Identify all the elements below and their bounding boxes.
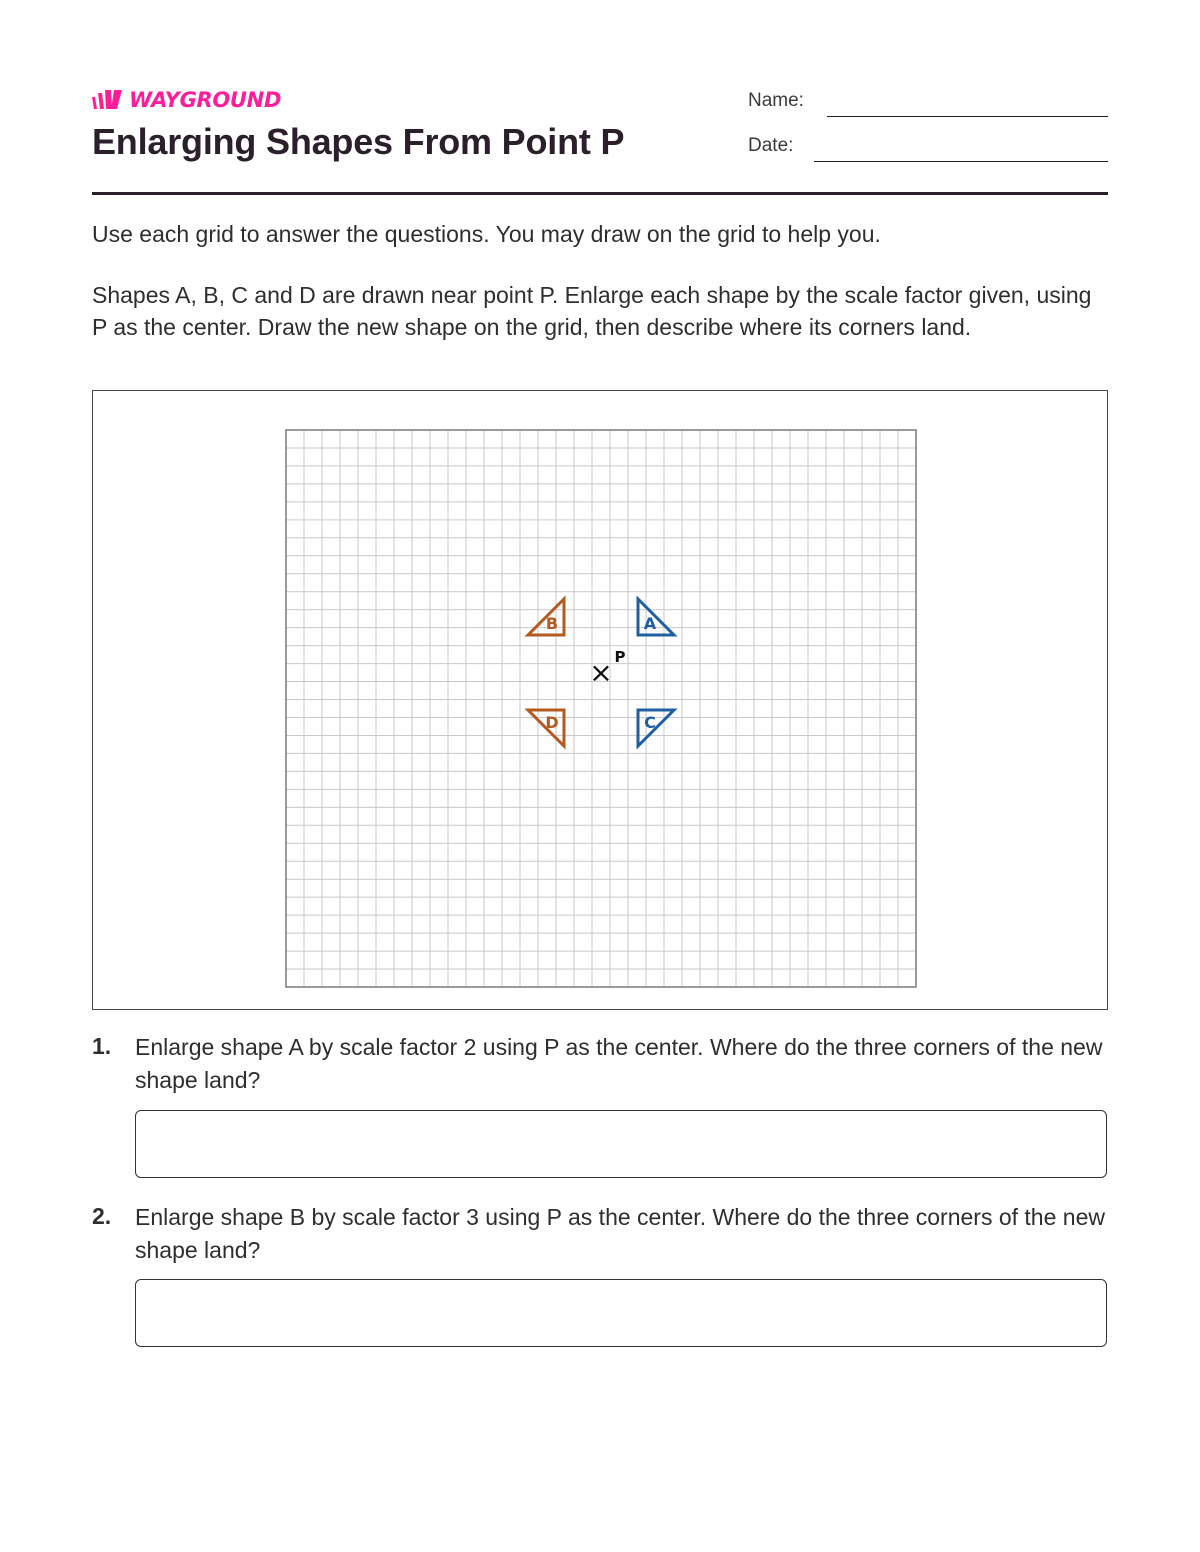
- question-2-number: 2.: [92, 1203, 112, 1229]
- page-title: Enlarging Shapes From Point P: [92, 121, 625, 162]
- name-field[interactable]: [827, 116, 1108, 117]
- date-field[interactable]: [814, 161, 1108, 162]
- brand-logo: [92, 88, 281, 112]
- shape-a-label: A: [643, 614, 657, 633]
- question-1-number: 1.: [92, 1033, 112, 1059]
- date-label: Date:: [748, 135, 794, 156]
- instruction-task: Shapes A, B, C and D are drawn near point P. Enlarge each shape by the scale factor given, using P as the center. Draw the new shape on the grid, then describe where its corners land.: [92, 282, 1092, 340]
- shape-c-label: C: [644, 713, 656, 732]
- instruction-general: Use each grid to answer the questions. You may draw on the grid to help you.: [92, 221, 881, 247]
- grid-border: [286, 430, 916, 987]
- question-2-answer-box[interactable]: [135, 1279, 1107, 1347]
- question-1-answer-box[interactable]: [135, 1110, 1107, 1178]
- shape-b-label: B: [545, 614, 559, 633]
- wayground-logo-icon: [92, 89, 126, 111]
- header-divider: [92, 192, 1108, 195]
- shape-d-label: D: [545, 713, 559, 732]
- center-point-label: P: [614, 648, 626, 666]
- question-2-text: Enlarge shape B by scale factor 3 using P as the center. Where do the three corners of the new shape land?: [135, 1204, 1105, 1263]
- drawing-grid[interactable]: [93, 391, 1107, 1009]
- brand-name: WAYGROUND: [129, 88, 282, 112]
- center-point-marker: ×: [589, 656, 613, 689]
- question-1-text: Enlarge shape A by scale factor 2 using P as the center. Where do the three corners of the new shape land?: [135, 1034, 1103, 1093]
- name-label: Name:: [748, 90, 804, 111]
- grid-lines: [286, 430, 916, 987]
- grid-panel: [92, 390, 1108, 1010]
